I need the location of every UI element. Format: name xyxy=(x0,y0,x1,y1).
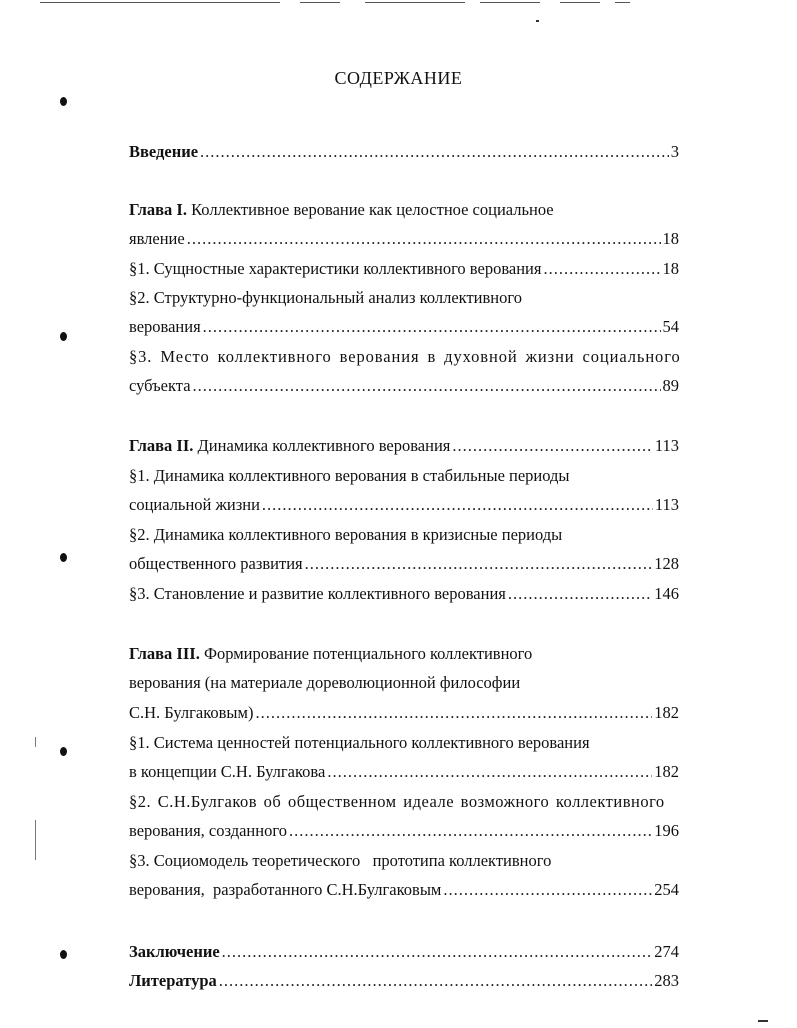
margin-mark xyxy=(35,820,36,860)
page-number: 113 xyxy=(654,436,679,455)
leader-dots xyxy=(222,940,653,964)
toc-entry-chapter-1 xyxy=(129,227,679,251)
leader-dots xyxy=(452,434,652,458)
toc-label: Литература xyxy=(129,971,217,990)
toc-label: Заключение xyxy=(129,942,220,961)
chapter-label: Глава I. xyxy=(129,200,187,219)
section-title: верования, разработанного С.Н.Булгаковым xyxy=(129,880,442,899)
section-title: §1. Динамика коллективного верования в стабильные периоды xyxy=(129,466,570,485)
page-number: 196 xyxy=(654,821,679,840)
page-number: 182 xyxy=(654,762,679,781)
leader-dots xyxy=(327,760,652,784)
page-number: 18 xyxy=(662,259,679,278)
toc-entry-section xyxy=(129,315,679,339)
punch-hole-mark xyxy=(60,332,67,341)
section-title-text: §2. С.Н.Булгаков об общественном идеале возможного коллективного xyxy=(129,792,665,811)
chapter-title: явление xyxy=(129,229,185,248)
chapter-label: Глава III. xyxy=(129,644,200,663)
chapter-title: Коллективное верование как целостное социальное xyxy=(191,200,554,219)
page-number: 254 xyxy=(654,880,679,899)
page-number: 113 xyxy=(654,495,679,514)
chapter-title: Динамика коллективного верования xyxy=(197,436,451,455)
section-title-text: §3. Место коллективного верования в духовной жизни социального xyxy=(129,347,681,366)
page-number: 283 xyxy=(654,971,679,990)
leader-dots xyxy=(255,701,652,725)
toc-entry-section xyxy=(129,493,679,517)
scan-artifact-line xyxy=(480,2,540,3)
toc-entry-intro xyxy=(129,140,679,164)
punch-hole-mark xyxy=(60,97,67,106)
scan-artifact-line xyxy=(300,2,340,3)
leader-dots xyxy=(219,969,652,993)
page-title: СОДЕРЖАНИЕ xyxy=(334,68,463,88)
leader-dots xyxy=(262,493,653,517)
toc-entry-section xyxy=(129,552,679,576)
leader-dots xyxy=(508,582,652,606)
toc-entry-section xyxy=(129,257,679,281)
scan-speck xyxy=(758,1020,768,1022)
page-number: 54 xyxy=(662,317,679,336)
section-title xyxy=(129,345,679,369)
scan-artifact-line xyxy=(40,2,280,3)
page-number: 146 xyxy=(654,584,679,603)
leader-dots xyxy=(193,374,661,398)
chapter-heading xyxy=(129,642,679,666)
section-title: §3. Становление и развитие коллективного верования xyxy=(129,584,506,603)
toc-entry-section xyxy=(129,819,679,843)
page-number: 3 xyxy=(670,142,679,161)
toc-entry-section xyxy=(129,374,679,398)
chapter-heading xyxy=(129,198,679,222)
chapter-title: Формирование потенциального коллективного xyxy=(203,644,533,663)
chapter-title: С.Н. Булгаковым) xyxy=(129,703,254,722)
page-number: 89 xyxy=(662,376,679,395)
scan-speck xyxy=(536,20,539,22)
punch-hole-mark xyxy=(60,553,67,562)
chapter-label: Глава II. xyxy=(129,436,194,455)
page-number: 182 xyxy=(654,703,679,722)
page-number: 274 xyxy=(654,942,679,961)
toc-entry-literature xyxy=(129,969,679,993)
leader-dots xyxy=(305,552,653,576)
toc-entry-chapter-2 xyxy=(129,434,679,458)
section-title: верования xyxy=(129,317,201,336)
leader-dots xyxy=(203,315,661,339)
toc-entry-section xyxy=(129,582,679,606)
chapter-title: верования (на материале дореволюционной философии xyxy=(129,673,521,692)
leader-dots xyxy=(443,878,652,902)
section-title: общественного развития xyxy=(129,554,303,573)
leader-dots xyxy=(200,140,669,164)
page-number: 18 xyxy=(662,229,679,248)
margin-mark xyxy=(35,737,36,747)
section-title: §2. Динамика коллективного верования в кризисные периоды xyxy=(129,525,563,544)
toc-entry-section xyxy=(129,760,679,784)
leader-dots xyxy=(187,227,661,251)
toc-entry-chapter-3 xyxy=(129,701,679,725)
section-title: §1. Система ценностей потенциального коллективного верования xyxy=(129,733,590,752)
leader-dots xyxy=(289,819,652,843)
scan-artifact-line xyxy=(560,2,600,3)
leader-dots xyxy=(543,257,660,281)
page-number: 128 xyxy=(654,554,679,573)
section-title: социальной жизни xyxy=(129,495,260,514)
section-title: §3. Социомодель теоретического прототипа коллективного xyxy=(129,851,552,870)
toc-entry-section xyxy=(129,878,679,902)
section-title: верования, созданного xyxy=(129,821,287,840)
section-title: в концепции С.Н. Булгакова xyxy=(129,762,326,781)
scan-artifact-line xyxy=(615,2,630,3)
punch-hole-mark xyxy=(60,747,67,756)
toc-entry-conclusion xyxy=(129,940,679,964)
scan-artifact-line xyxy=(365,2,465,3)
section-title: §1. Сущностные характеристики коллективного верования xyxy=(129,259,542,278)
section-title: субъекта xyxy=(129,376,191,395)
punch-hole-mark xyxy=(60,950,67,959)
section-title: §2. Структурно-функциональный анализ коллективного xyxy=(129,288,522,307)
toc-label: Введение xyxy=(129,142,199,161)
section-title xyxy=(129,790,679,814)
